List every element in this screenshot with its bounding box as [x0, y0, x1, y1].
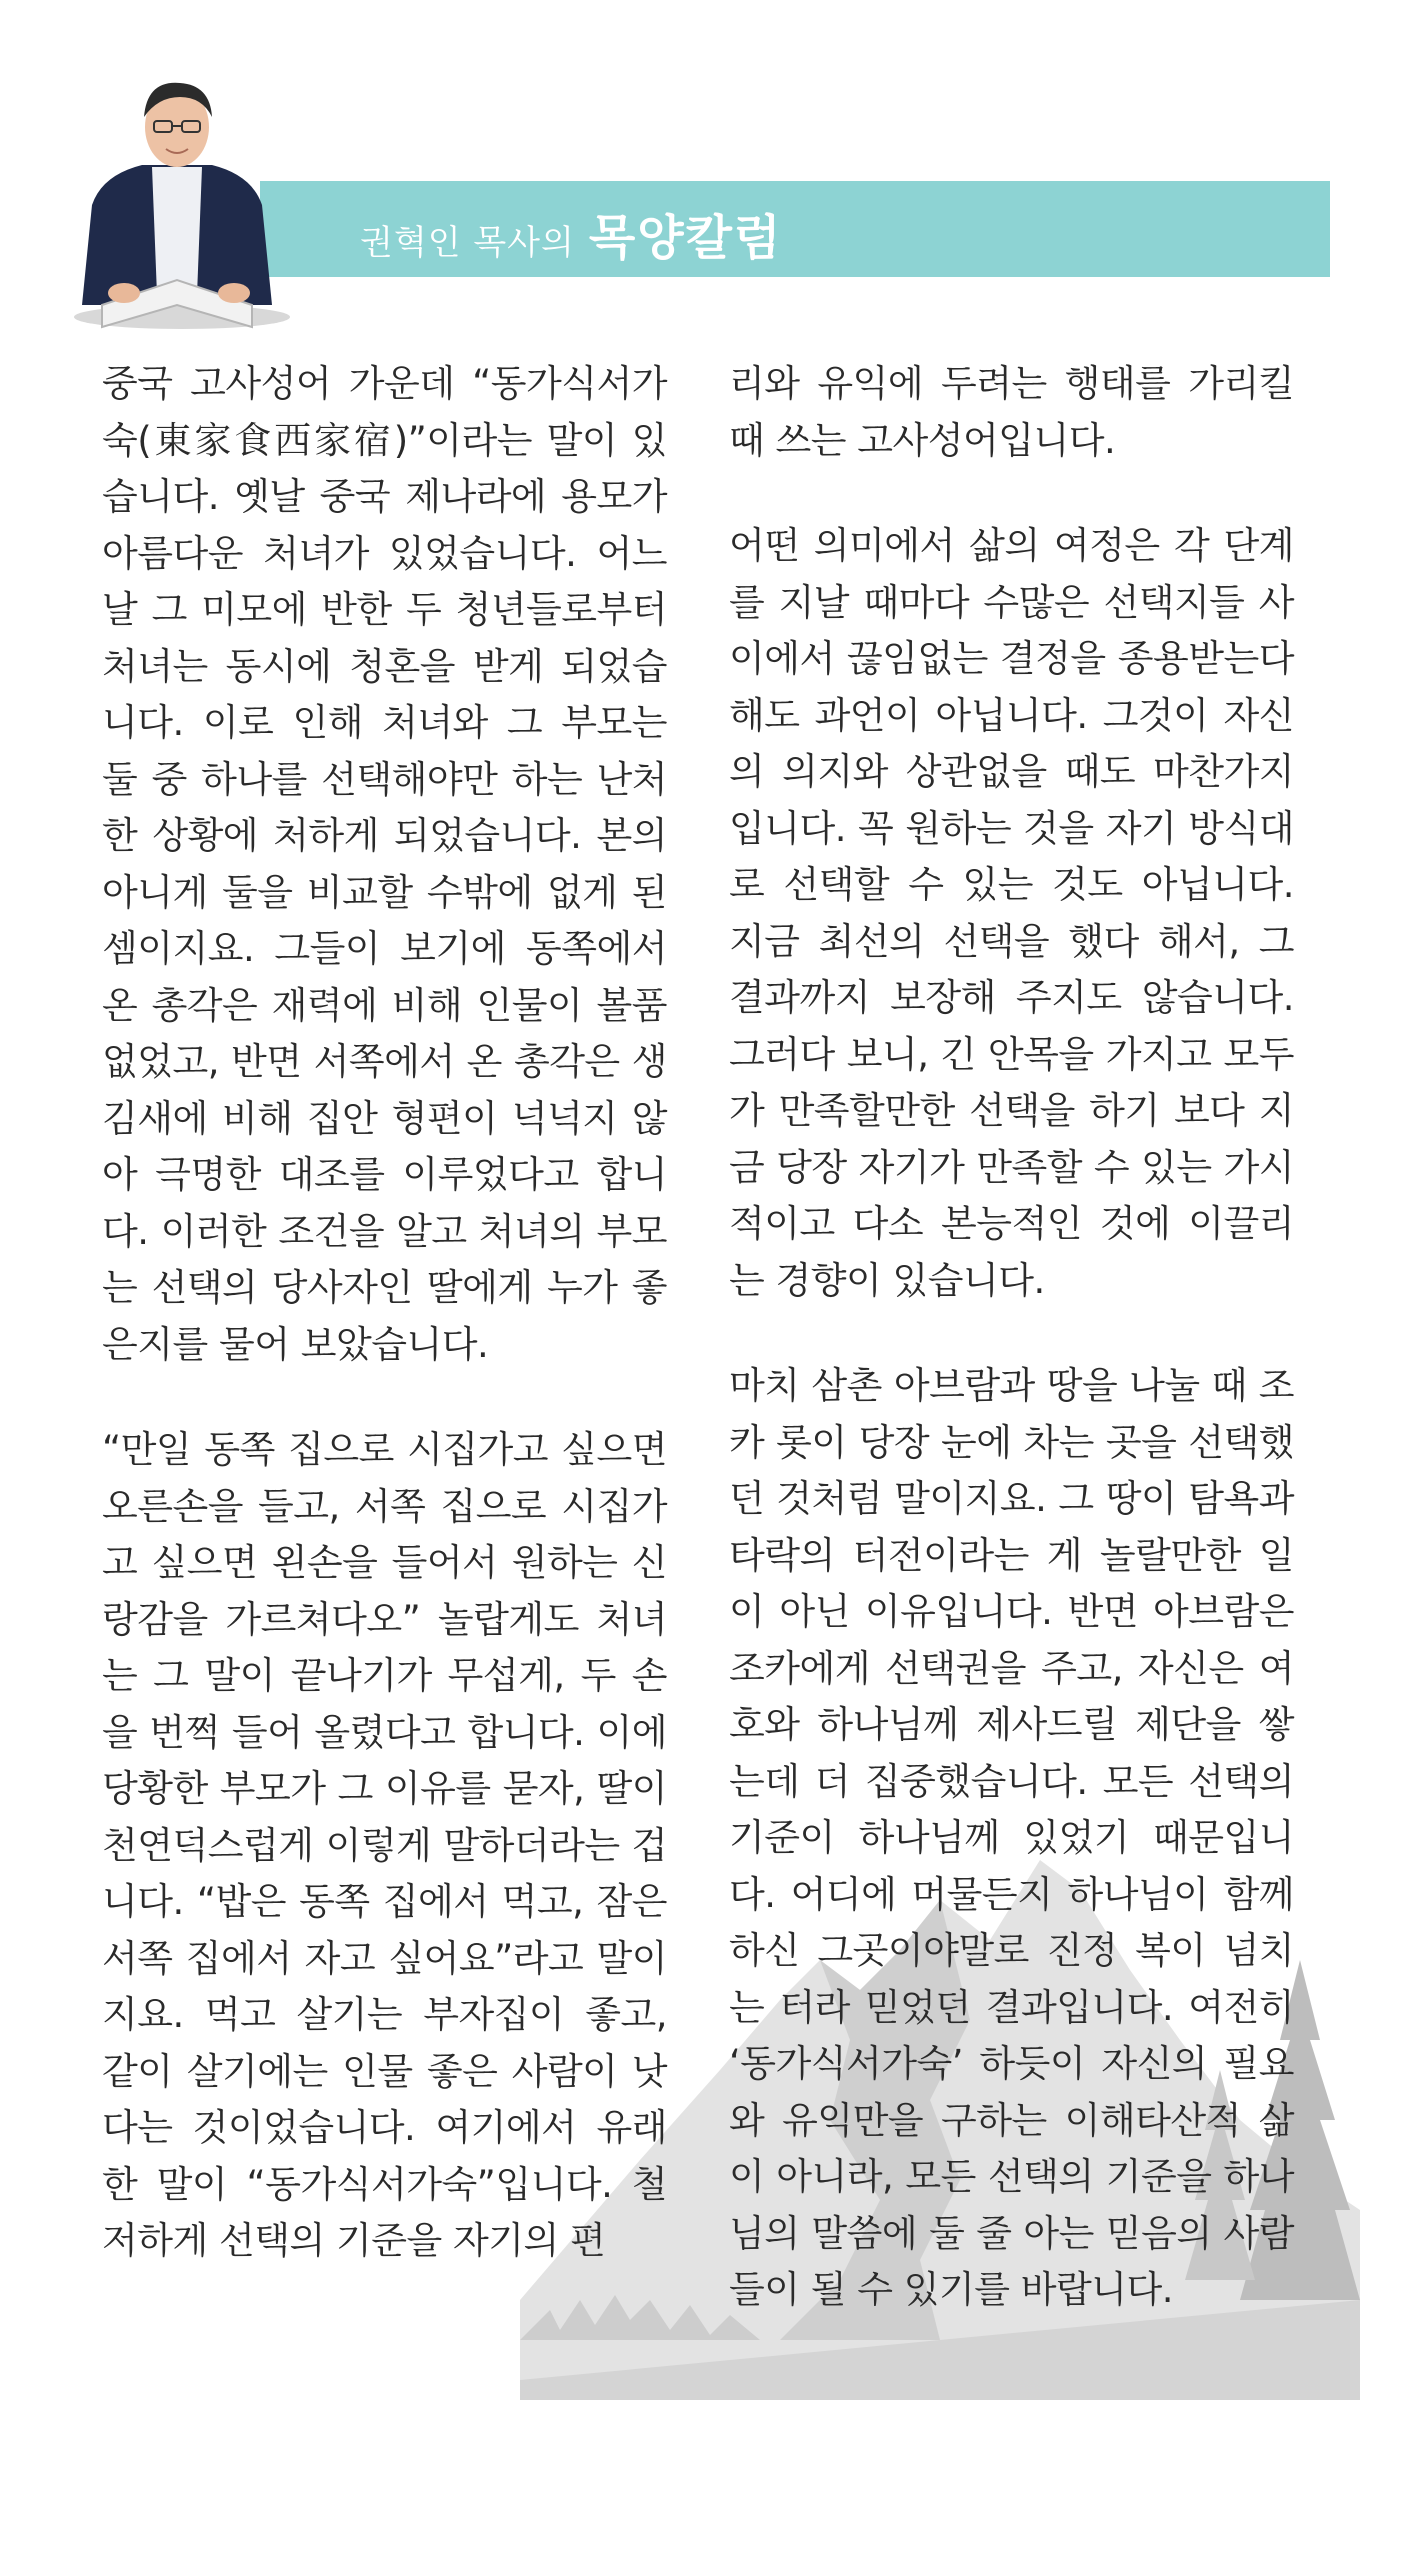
column-header-banner: [260, 181, 1330, 277]
pastor-photo: [62, 55, 292, 335]
article-paragraph: 어떤 의미에서 삶의 여정은 각 단계를 지날 때마다 수많은 선택지들 사이에서 끊임없는 결정을 종용받는다해도 과언이 아닙니다. 그것이 자신의 의지와 상관없을 때도 마찬가지입니다. 꼭 원하는 것을 자기 방식대로 선택할 수 있는 것도 아닙니다. 지금 최선의 선택을 했다 해서, 그 결과까지 보장해 주지도 않습니다. 그러다 보니, 긴 안목을 가지고 모두가 만족할만한 선택을 하기 보다 지금 당장 자기가 만족할 수 있는 가시적이고 다소 본능적인 것에 이끌리는 경향이 있습니다.: [729, 524, 1294, 1302]
article-paragraph: “만일 동쪽 집으로 시집가고 싶으면 오른손을 들고, 서쪽 집으로 시집가고 싶으면 왼손을 들어서 원하는 신랑감을 가르쳐다오” 놀랍게도 처녀는 그 말이 끝나기가 무섭게, 두 손을 번쩍 들어 올렸다고 합니다. 이에 당황한 부모가 그 이유를 묻자, 딸이 천연덕스럽게 이렇게 말하더라는 겁니다. “밥은 동쪽 집에서 먹고, 잠은 서쪽 집에서 자고 싶어요”라고 말이지요. 먹고 살기는 부자집이 좋고, 같이 살기에는 인물 좋은 사람이 낫다는 것이었습니다. 여기에서 유래한 말이 “동가식서가숙”입니다. 철저하게 선택의 기준을 자기의 편: [102, 1428, 667, 2262]
left-hand: [108, 283, 140, 303]
article-paragraph: 리와 유익에 두려는 행태를 가리킬 때 쓰는 고사성어입니다.: [729, 362, 1294, 462]
banner-subtitle: 권혁인 목사의: [360, 223, 575, 263]
article-paragraph: 마치 삼촌 아브람과 땅을 나눌 때 조카 롯이 당장 눈에 차는 곳을 선택했던 것처럼 말이지요. 그 땅이 탐욕과 타락의 터전이라는 게 놀랄만한 일이 아닌 이유입니다. 반면 아브람은 조카에게 선택권을 주고, 자신은 여호와 하나님께 제사드릴 제단을 쌓는데 더 집중했습니다. 모든 선택의 기준이 하나님께 있었기 때문입니다. 어디에 머물든지 하나님이 함께하신 그곳이야말로 진정 복이 넘치는 터라 믿었던 결과입니다. 여전히 ‘동가식서가숙’ 하듯이 자신의 필요와 유익만을 구하는 이해타산적 삶이 아니라, 모든 선택의 기준을 하나님의 말씀에 둘 줄 아는 믿음의 사람들이 될 수 있기를 바랍니다.: [729, 1364, 1294, 2311]
banner-title-group: [360, 199, 782, 268]
right-hand: [218, 283, 250, 303]
article-paragraph: 중국 고사성어 가운데 “동가식서가숙(東家食西家宿)”이라는 말이 있습니다. 옛날 중국 제나라에 용모가 아름다운 처녀가 있었습니다. 어느 날 그 미모에 반한 두 청년들로부터 처녀는 동시에 청혼을 받게 되었습니다. 이로 인해 처녀와 그 부모는 둘 중 하나를 선택해야만 하는 난처한 상황에 처하게 되었습니다. 본의 아니게 둘을 비교할 수밖에 없게 된 셈이지요. 그들이 보기에 동쪽에서 온 총각은 재력에 비해 인물이 볼품없었고, 반면 서쪽에서 온 총각은 생김새에 비해 집안 형편이 넉넉지 않아 극명한 대조를 이루었다고 합니다. 이러한 조건을 알고 처녀의 부모는 선택의 당사자인 딸에게 누가 좋은지를 물어 보았습니다.: [102, 362, 667, 1366]
article-column-right: [729, 356, 1294, 2368]
banner-title: 목양칼럼: [588, 210, 783, 266]
article-column-left: [102, 356, 667, 2319]
shirt: [152, 167, 202, 295]
